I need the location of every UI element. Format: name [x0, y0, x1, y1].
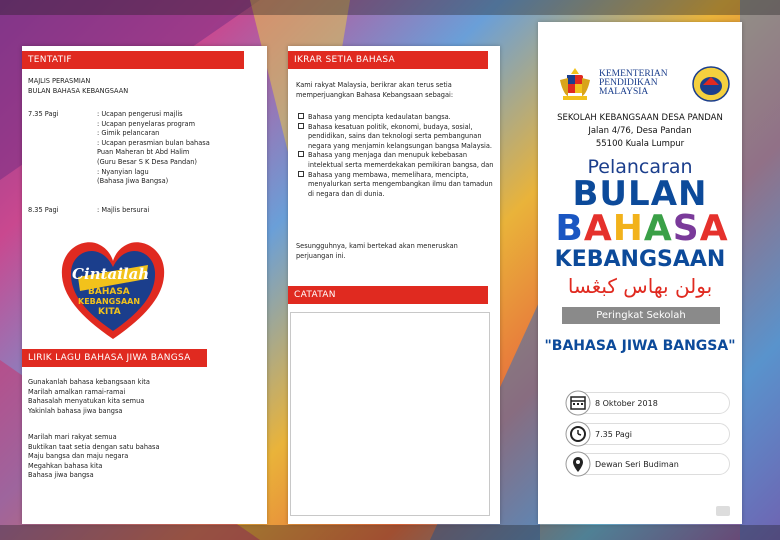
ikrar-points: [298, 113, 494, 199]
peringkat-banner: Peringkat Sekolah: [562, 307, 720, 324]
logo-text-4: KITA: [98, 307, 121, 317]
bahasa-letter: B: [555, 208, 584, 249]
pelancaran-title: Pelancaran: [587, 156, 693, 178]
school-crest: [692, 66, 730, 102]
location-pin-icon: [565, 451, 591, 477]
cintailah-logo: [58, 235, 168, 343]
tagline: "BAHASA JIWA BANGSA": [544, 338, 736, 354]
bottom-band: [0, 525, 780, 540]
venue-row: Dewan Seri Budiman: [570, 453, 730, 475]
time-slot-2: 8.35 Pagi: [28, 206, 59, 214]
ikrar-point: Bahasa yang mencipta kedaulatan bangsa.: [298, 113, 494, 123]
ikrar-point: Bahasa yang menjaga dan menupuk kebebasan intelektual serta memerdekakan pemikiran bangsa, dan: [298, 151, 494, 170]
logo-text-1: Cintailah: [72, 265, 150, 283]
bahasa-letter: H: [612, 208, 644, 249]
ikrar-point: Bahasa yang membawa, memelihara, mencipta, menyalurkan serta mengembangkan ilmu dan tamadun di negara dan di dunia.: [298, 171, 494, 200]
programme-end: : Majlis bersurai: [97, 206, 150, 214]
school-address-1: Jalan 4/76, Desa Pandan: [588, 126, 692, 136]
school-address-2: 55100 Kuala Lumpur: [595, 139, 685, 149]
ikrar-intro: Kami rakyat Malaysia, berikrar akan terus setia memperjuangkan Bahasa Kebangsaan sebagai:: [296, 81, 454, 99]
top-band: [0, 0, 780, 15]
checkbox-icon: [298, 123, 304, 129]
crest-icon: [558, 66, 592, 102]
programme-list: : Ucapan pengerusi majlis : Ucapan penyelaras program : Gimik pelancaran : Ucapan perasmian bulan bahasa Puan Maheran bt Abd Halim (Guru Besar S K Desa Pandan) : Nyanyian lagu (Bahasa Jiwa Bangsa): [97, 110, 210, 186]
checkbox-icon: [298, 113, 304, 119]
malaysia-crest: [558, 66, 592, 102]
ministry-name: KEMENTERIAN PENDIDIKAN MALAYSIA: [599, 69, 668, 97]
bahasa-letter: A: [699, 208, 729, 249]
lirik-verse-2: Marilah mari rakyat semua Buktikan taat setia dengan satu bahasa Maju bangsa dan maju negara Megahkan bahasa kita Bahasa jiwa bangsa: [28, 433, 160, 480]
ikrar-header: IKRAR SETIA BAHASA: [288, 51, 488, 69]
kebangsaan-title: KEBANGSAAN: [554, 247, 726, 272]
date-row: 8 Oktober 2018: [570, 392, 730, 414]
small-logo: [716, 506, 730, 516]
bulan-title: BULAN: [572, 174, 708, 214]
lirik-verse-1: Gunakanlah bahasa kebangsaan kita Marilah amalkan ramai-ramai Bahasalah menyatukan kita semua Yakinlah bahasa jiwa bangsa: [28, 378, 150, 415]
time-slot-1: 7.35 Pagi: [28, 110, 59, 118]
checkbox-icon: [298, 171, 304, 177]
catatan-header: CATATAN: [288, 286, 488, 304]
bg-facet: [740, 0, 780, 540]
checkbox-icon: [298, 151, 304, 157]
bahasa-letter: A: [583, 208, 613, 249]
clock-icon: [565, 421, 591, 447]
jawi-title: بولن بهاس كبڠسا: [567, 274, 713, 298]
logo-text-3: KEBANGSAAN: [78, 297, 141, 306]
tentatif-header: TENTATIF: [22, 51, 244, 69]
logo-text-2: BAHASA: [88, 287, 130, 297]
bahasa-letter: S: [672, 208, 700, 249]
ikrar-point: Bahasa kesatuan politik, ekonomi, budaya, sosial, pendidikan, sains dan teknologi serta pembangunan negara yang menjamin kelangsungan bangsa Malaysia.: [298, 123, 494, 152]
bahasa-title: [548, 210, 736, 248]
notes-box[interactable]: [290, 312, 490, 516]
time-row: 7.35 Pagi: [570, 423, 730, 445]
bahasa-letter: A: [643, 208, 673, 249]
school-badge-icon: [692, 66, 730, 102]
calendar-icon: [565, 390, 591, 416]
lirik-header: LIRIK LAGU BAHASA JIWA BANGSA: [22, 349, 207, 367]
event-title: MAJLIS PERASMIAN BULAN BAHASA KEBANGSAAN: [28, 77, 129, 95]
ikrar-closing: Sesungguhnya, kami bertekad akan meneruskan perjuangan ini.: [296, 242, 458, 260]
school-name: SEKOLAH KEBANGSAAN DESA PANDAN: [557, 113, 723, 123]
